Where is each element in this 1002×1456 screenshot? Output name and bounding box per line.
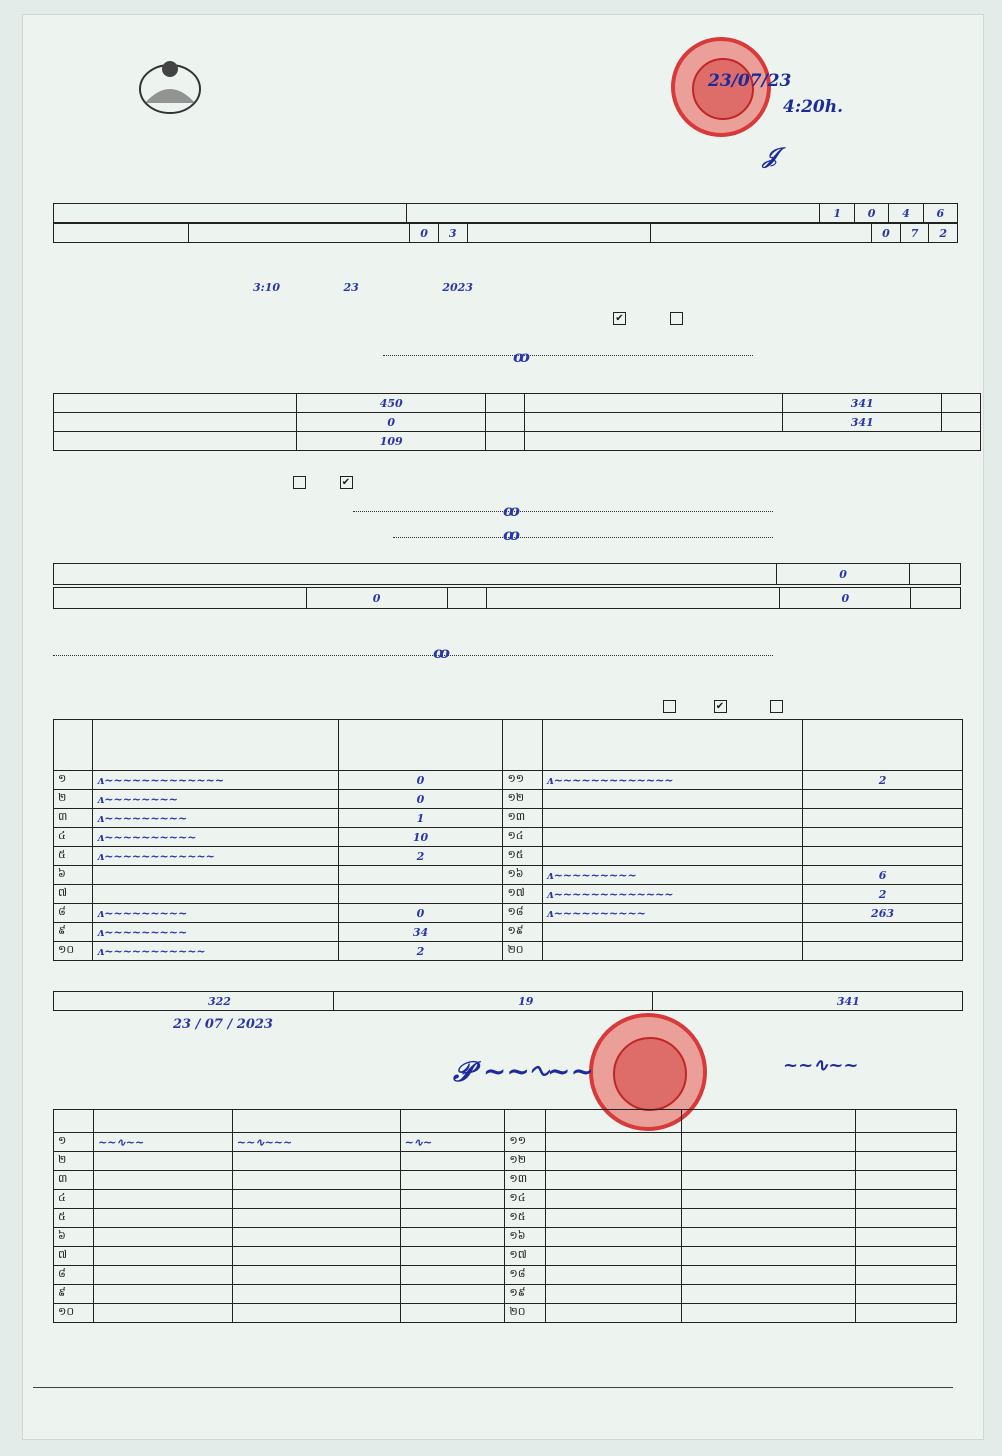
complaints-table-2 (53, 587, 961, 609)
table-row (54, 885, 963, 904)
row-no: ៧ (54, 885, 93, 904)
party-votes: 10 (338, 828, 503, 847)
party-votes (338, 866, 503, 885)
party-votes (803, 828, 963, 847)
row-no: ៧ (54, 1247, 94, 1266)
row-no: ៦ (54, 866, 93, 885)
note-mark-1: ꝏ (513, 347, 530, 366)
col-sign-2 (855, 1110, 956, 1133)
resolved-unit (447, 588, 487, 609)
discrepancy-checks (293, 475, 353, 489)
table-row (54, 866, 963, 885)
row-no: ១៦ (505, 1228, 545, 1247)
col-party (232, 1110, 400, 1133)
row-no: ១២ (503, 790, 542, 809)
party-name: ᴧ~~~~~~~~~~~~~ (542, 771, 802, 790)
note-line-4 (53, 655, 773, 656)
row-no: ៣ (54, 809, 93, 828)
party-votes (803, 923, 963, 942)
complaints-total: 0 (776, 564, 909, 585)
col-sign (400, 1110, 505, 1133)
party-votes (803, 942, 963, 961)
party-name: ᴧ~~~~~~~~~~ (93, 828, 338, 847)
row-no: ៦ (54, 1228, 94, 1247)
commune-code-3: 2 (929, 224, 958, 243)
table-row (54, 1304, 957, 1323)
commune-label (467, 224, 650, 243)
row-no: ១៩ (505, 1285, 545, 1304)
section1-table (53, 203, 958, 223)
section4-checks (663, 699, 783, 713)
table-row (54, 847, 963, 866)
station-code-4: 6 (923, 204, 957, 223)
table-row (54, 1152, 957, 1171)
party-votes: 2 (803, 885, 963, 904)
item-b-unit (486, 413, 525, 432)
party-name (542, 847, 802, 866)
note-mark-3: ꝏ (503, 525, 520, 544)
party-name: ᴧ~~~~~~~~~~~~ (93, 847, 338, 866)
item-c-value: 109 (297, 432, 486, 451)
party-votes: 0 (338, 904, 503, 923)
col-no-2 (505, 1110, 545, 1133)
province-code-2: 3 (438, 224, 467, 243)
party-name (93, 885, 338, 904)
table-row (54, 1190, 957, 1209)
party-votes (803, 809, 963, 828)
row-no: ១៣ (505, 1171, 545, 1190)
party-name (542, 942, 802, 961)
form-page (22, 14, 984, 1440)
party-name (542, 923, 802, 942)
formula (524, 432, 980, 451)
row-no: ១១ (503, 771, 542, 790)
item-b-value: 0 (297, 413, 486, 432)
row-no: ១៩ (503, 923, 542, 942)
row-no: ១៨ (503, 904, 542, 923)
stamp-time: 4:20h. (783, 97, 844, 117)
footer-rule (33, 1387, 953, 1388)
party-votes: 2 (803, 771, 963, 790)
count-day: 23 (343, 281, 359, 294)
party-votes: 2 (338, 942, 503, 961)
table-row (54, 1171, 957, 1190)
station-name (406, 204, 820, 223)
check-4a[interactable] (663, 700, 676, 713)
row-no: ៤ (54, 1190, 94, 1209)
check-yes[interactable]: ✔ (613, 312, 626, 325)
row-no: ៨ (54, 1266, 94, 1285)
item-c-label (54, 432, 297, 451)
party-name: ᴧ~~~~~~~~~~~~~ (93, 771, 338, 790)
note-mark-2: ꝏ (503, 501, 520, 520)
count-time: 3:10 (253, 281, 281, 294)
table-row (54, 1228, 957, 1247)
seal-checks (613, 311, 683, 325)
row-no: ៩ (54, 923, 93, 942)
station-code-3: 4 (889, 204, 923, 223)
total-ballots-cell (652, 992, 962, 1011)
table-row (54, 942, 963, 961)
party-name: ᴧ~~~~~~~~~ (93, 923, 338, 942)
party-votes (803, 847, 963, 866)
resolved-label (54, 588, 307, 609)
item-e-label (524, 413, 782, 432)
province-label (54, 224, 189, 243)
party-name (542, 790, 802, 809)
row-no: ១៧ (503, 885, 542, 904)
item-d-unit (942, 394, 981, 413)
note-line-3 (393, 537, 773, 538)
total-valid-cell (54, 992, 334, 1011)
party-name (93, 866, 338, 885)
item-e-unit (942, 413, 981, 432)
item-a-label (54, 394, 297, 413)
row-no: ១៧ (505, 1247, 545, 1266)
party-name (542, 828, 802, 847)
party-votes: 0 (338, 790, 503, 809)
check-no[interactable] (670, 312, 683, 325)
stamp-date: 23/07/23 (708, 71, 792, 91)
complaints-label (54, 564, 777, 585)
witness-table (53, 1109, 957, 1323)
signature-chief: 𝒫 ~~∿~~ (453, 1055, 594, 1088)
signature-secretary: ~~∿~~ (783, 1055, 859, 1076)
row-no: ១០ (54, 1304, 94, 1323)
row-no: ១២ (505, 1152, 545, 1171)
total-valid: 322 (208, 994, 231, 1008)
row-no: ៥ (54, 847, 93, 866)
col-party-2 (681, 1110, 855, 1133)
note-line-1 (383, 355, 753, 356)
total-ballots: 341 (836, 994, 860, 1008)
signing-date: 23 / 07 / 2023 (173, 1017, 273, 1032)
col-no (54, 1110, 94, 1133)
col-party-right (542, 720, 802, 771)
witness-sign: ~∿~ (400, 1133, 505, 1152)
party-name (542, 809, 802, 828)
witness-name: ~~∿~~ (94, 1133, 233, 1152)
forwarded-unit (911, 588, 961, 609)
party-name: ᴧ~~~~~~~~~ (542, 866, 802, 885)
totals-table (53, 991, 963, 1011)
row-no: ១១ (505, 1133, 545, 1152)
item-d-label (524, 394, 782, 413)
table-row (54, 1266, 957, 1285)
table-row (54, 790, 963, 809)
commune-code-1: 0 (872, 224, 901, 243)
complaints-resolved: 0 (306, 588, 447, 609)
table-row (54, 809, 963, 828)
check-has[interactable] (293, 476, 306, 489)
check-none[interactable]: ✔ (340, 476, 353, 489)
row-no: ៤ (54, 828, 93, 847)
check-4c[interactable] (770, 700, 783, 713)
row-no: ១៥ (503, 847, 542, 866)
row-no: ១៣ (503, 809, 542, 828)
row-no: ១៥ (505, 1209, 545, 1228)
party-votes: 1 (338, 809, 503, 828)
commune-code-2: 7 (900, 224, 929, 243)
row-no: ៨ (54, 904, 93, 923)
party-votes: 263 (803, 904, 963, 923)
col-party-left (93, 720, 338, 771)
province-code-1: 0 (410, 224, 439, 243)
row-no: ២ (54, 790, 93, 809)
complaints-table (53, 563, 961, 585)
col-votes-left (338, 720, 503, 771)
table-row (54, 904, 963, 923)
table-row (54, 828, 963, 847)
item-a-value: 450 (297, 394, 486, 413)
party-votes: 2 (338, 847, 503, 866)
col-no-left (54, 720, 93, 771)
row-no: ៥ (54, 1209, 94, 1228)
note-mark-4: ꝏ (433, 643, 450, 662)
table-row (54, 1209, 957, 1228)
row-no: ១៦ (503, 866, 542, 885)
row-no: ២០ (505, 1304, 545, 1323)
party-name: ᴧ~~~~~~~~~ (93, 809, 338, 828)
col-votes-right (803, 720, 963, 771)
item-d-value: 341 (783, 394, 942, 413)
votes-table (53, 719, 963, 961)
row-no: ៣ (54, 1171, 94, 1190)
signature-top: 𝒥 (763, 143, 779, 169)
col-name (94, 1110, 233, 1133)
row-no: ១៤ (505, 1190, 545, 1209)
check-4b[interactable]: ✔ (714, 700, 727, 713)
party-name: ᴧ~~~~~~~~ (93, 790, 338, 809)
table-row (54, 1285, 957, 1304)
total-invalid-cell (334, 992, 653, 1011)
section1-table-row2 (53, 223, 958, 243)
item-e-value: 341 (783, 413, 942, 432)
party-votes: 6 (803, 866, 963, 885)
row-no: ១០ (54, 942, 93, 961)
row-no: ១៨ (505, 1266, 545, 1285)
complaints-forwarded: 0 (780, 588, 911, 609)
party-name: ᴧ~~~~~~~~~~ (542, 904, 802, 923)
item-c-unit (486, 432, 525, 451)
row-no: ២០ (503, 942, 542, 961)
table-row (54, 1247, 957, 1266)
row-no: ១ (54, 771, 93, 790)
table-row (54, 1133, 957, 1152)
complaints-unit (910, 564, 961, 585)
witness-party: ~~∿~~~ (232, 1133, 400, 1152)
party-name: ᴧ~~~~~~~~~ (93, 904, 338, 923)
row-no: ១៤ (503, 828, 542, 847)
party-votes: 34 (338, 923, 503, 942)
commune-name (650, 224, 872, 243)
ballot-table (53, 393, 981, 451)
section2-intro (63, 281, 963, 294)
party-name: ᴧ~~~~~~~~~~~~~ (542, 885, 802, 904)
station-code-1: 1 (820, 204, 854, 223)
party-votes (338, 885, 503, 904)
party-votes: 0 (338, 771, 503, 790)
party-votes (803, 790, 963, 809)
total-invalid: 19 (518, 994, 534, 1008)
table-row (54, 771, 963, 790)
province-name (188, 224, 410, 243)
forwarded-label (487, 588, 780, 609)
emblem-logo (135, 55, 205, 117)
item-b-label (54, 413, 297, 432)
table-row (54, 923, 963, 942)
row-no: ២ (54, 1152, 94, 1171)
party-name: ᴧ~~~~~~~~~~~ (93, 942, 338, 961)
note-line-2 (353, 511, 773, 512)
station-label (54, 204, 407, 223)
count-year: 2023 (442, 281, 473, 294)
item-a-unit (486, 394, 525, 413)
row-no: ៩ (54, 1285, 94, 1304)
col-name-2 (545, 1110, 681, 1133)
station-code-2: 0 (854, 204, 888, 223)
row-no: ១ (54, 1133, 94, 1152)
col-no-right (503, 720, 542, 771)
